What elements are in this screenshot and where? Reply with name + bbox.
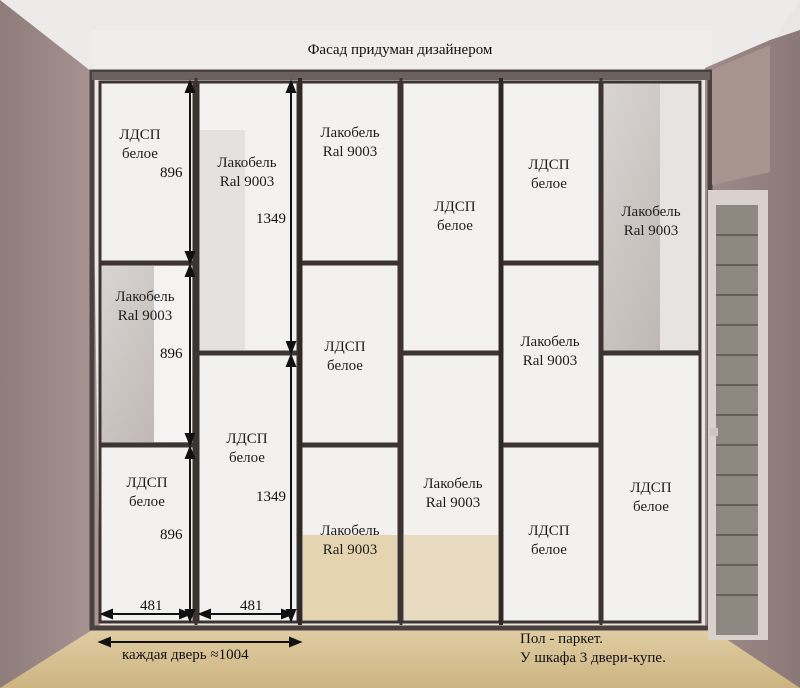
left-wall — [0, 0, 100, 688]
panel-label-d1-bot: ЛДСП белое — [126, 475, 168, 510]
panel-d3-top — [301, 82, 399, 262]
panel-label-d3-bot: Лакобель Ral 9003 — [320, 523, 380, 558]
panel-label-d4-bot: Лакобель Ral 9003 — [423, 476, 483, 511]
panel-label-d6-top: Лакобель Ral 9003 — [621, 204, 681, 239]
door-handle — [710, 428, 718, 436]
panel-label-d3-top: Лакобель Ral 9003 — [320, 125, 380, 160]
panel-label-d1-mid: Лакобель Ral 9003 — [115, 289, 175, 324]
dim-width-2: 481 — [240, 598, 263, 614]
room-door — [716, 205, 758, 635]
dim-height-2: 896 — [160, 346, 183, 362]
dim-width-1: 481 — [140, 598, 163, 614]
dim-height-4: 1349 — [256, 211, 286, 227]
panel-label-d5-top: ЛДСП белое — [528, 157, 570, 192]
panel-d2-bot — [198, 354, 298, 622]
dim-height-3: 896 — [160, 527, 183, 543]
panel-label-d6-bot: ЛДСП белое — [630, 480, 672, 515]
note-line-2: У шкафа 3 двери-купе. — [520, 650, 666, 666]
panel-label-d2-bot: ЛДСП белое — [226, 431, 268, 466]
door-width-label: каждая дверь ≈1004 — [122, 647, 249, 663]
floor-note — [520, 630, 666, 668]
dim-height-1: 896 — [160, 165, 183, 181]
panel-label-d5-mid: Лакобель Ral 9003 — [520, 334, 580, 369]
panel-label-d2-top: Лакобель Ral 9003 — [217, 155, 277, 190]
floor — [0, 625, 800, 688]
panel-label-d1-top: ЛДСП белое — [119, 127, 161, 162]
diagram-title: Фасад придуман дизайнером — [307, 42, 493, 58]
panel-label-d5-bot: ЛДСП белое — [528, 523, 570, 558]
dim-height-5: 1349 — [256, 489, 286, 505]
panel-label-d4-top: ЛДСП белое — [434, 199, 476, 234]
note-line-1: Пол - паркет. — [520, 631, 604, 647]
panel-label-d3-mid: ЛДСП белое — [324, 339, 366, 374]
